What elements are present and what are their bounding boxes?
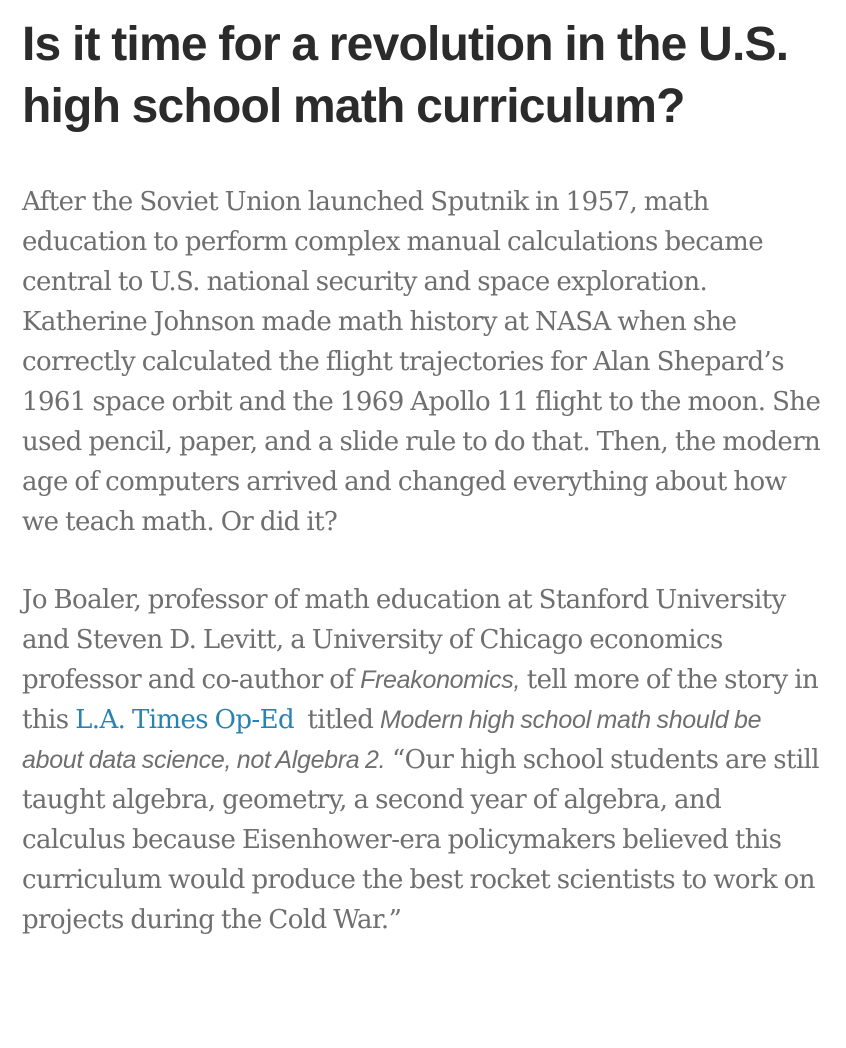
quote-text: “Our high school students are still taught algebra, geometry, a second year of algebra, and calculus because Eisenhower-era policymakers believed this curriculum would produce the best rocket scientists to work on projects during the Cold War.” (22, 745, 819, 935)
paragraph-sputnik-history: After the Soviet Union launched Sputnik in 1957, math education to perform complex manual calculations became central to U.S. national security and space exploration. Katherine Johnson made math history at NASA when she correctly calculated the flight trajectories for Alan Shepard’s 1961 space orbit and the 1969 Apollo 11 flight to the moon. She used pencil, paper, and a slide rule to do that. Then, the modern age of computers arrived and changed everything about how we teach math. Or did it? (22, 187, 821, 537)
oped-title: Modern high school math should be about data science, not Algebra 2. (22, 706, 762, 774)
book-title-freakonomics: Freakonomics, (360, 666, 521, 694)
la-times-oped-link[interactable]: L.A. Times Op-Ed (75, 705, 295, 735)
titled-text: titled (307, 705, 374, 735)
paragraph-boaler-levitt (22, 580, 822, 940)
article-headline: Is it time for a revolution in the U.S. high school math curriculum? (22, 18, 789, 133)
tell-more-text: tell more of the story in this (22, 665, 819, 735)
article (22, 14, 822, 940)
paragraph-intro-text: Jo Boaler, professor of math education at Stanford University and Steven D. Levitt, a University of Chicago economics professor and co-author of (22, 585, 786, 695)
